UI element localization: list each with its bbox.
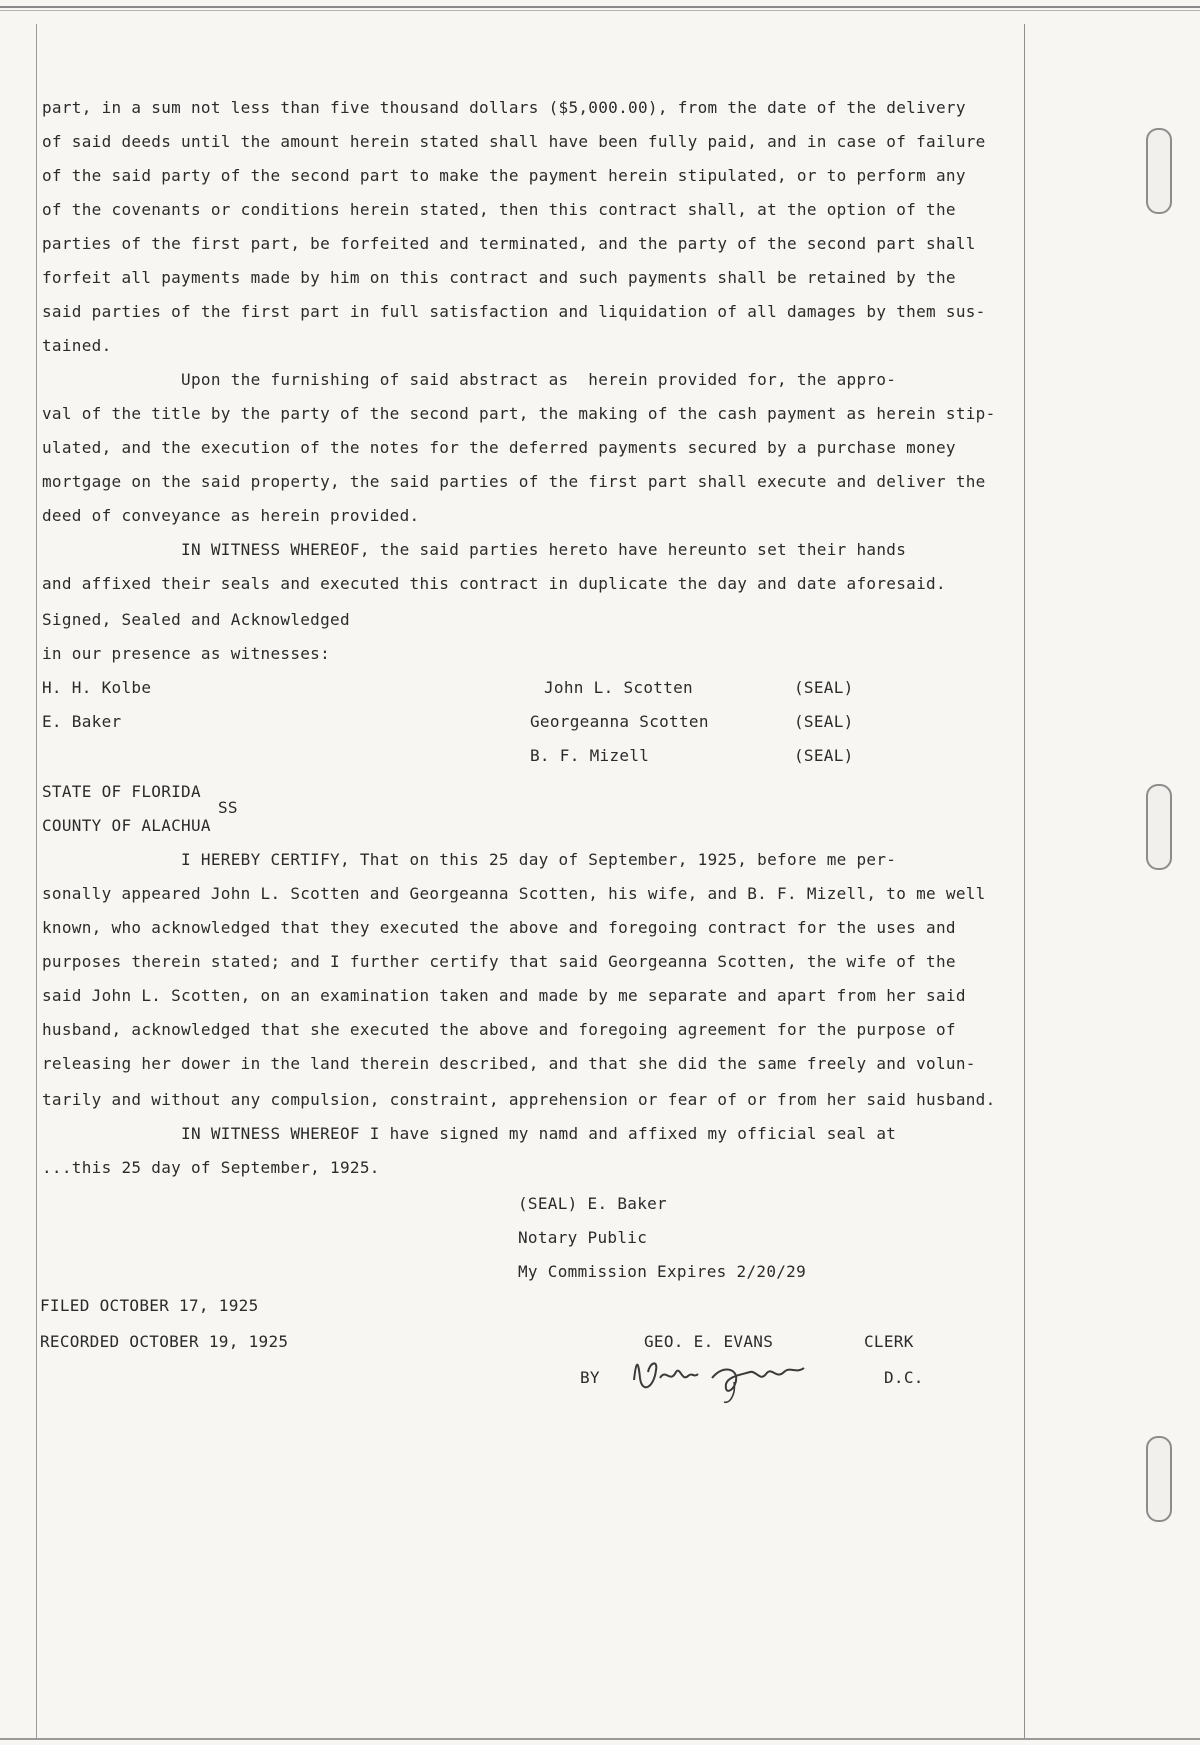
top-border [0,6,1200,8]
body-line: part, in a sum not less than five thousand dollars ($5,000.00), from the date of the delivery [42,98,966,117]
body-line: and affixed their seals and executed this contract in duplicate the day and date aforesaid. [42,574,946,593]
signatory-name: Georgeanna Scotten [530,712,709,731]
body-line: IN WITNESS WHEREOF, the said parties hereto have hereunto set their hands [42,540,907,559]
venue-ss: SS [218,798,238,817]
body-line: forfeit all payments made by him on this contract and such payments shall be retained by the [42,268,956,287]
certificate-line: sonally appeared John L. Scotten and Georgeanna Scotten, his wife, and B. F. Mizell, to me well [42,884,986,903]
body-line: Upon the furnishing of said abstract as herein provided for, the appro- [42,370,897,389]
right-margin-rule [1024,24,1025,1739]
certificate-line: said John L. Scotten, on an examination taken and made by me separate and apart from her said [42,986,966,1005]
body-line: said parties of the first part in full satisfaction and liquidation of all damages by them sus- [42,302,986,321]
body-line: Signed, Sealed and Acknowledged [42,610,350,629]
body-line: val of the title by the party of the second part, the making of the cash payment as herein stip- [42,404,996,423]
notary-title: Notary Public [518,1228,648,1247]
witness-name: H. H. Kolbe [42,678,152,697]
witness-name: E. Baker [42,712,122,731]
signatory-name: B. F. Mizell [530,746,650,765]
certificate-line: husband, acknowledged that she executed the above and foregoing agreement for the purpose of [42,1020,956,1039]
notary-seal-line: (SEAL) E. Baker [518,1194,667,1213]
body-line: mortgage on the said property, the said parties of the first part shall execute and deliver the [42,472,986,491]
top-border-secondary [0,10,1200,11]
certificate-line: IN WITNESS WHEREOF I have signed my namd and affixed my official seal at [42,1124,897,1143]
signatory-seal: (SEAL) [794,712,854,731]
venue-state: STATE OF FLORIDA [42,782,201,801]
body-line: of the said party of the second part to make the payment herein stipulated, or to perform any [42,166,966,185]
recorded-date: RECORDED OCTOBER 19, 1925 [40,1332,289,1351]
binder-hole-top [1146,128,1172,214]
body-line: ulated, and the execution of the notes for the deferred payments secured by a purchase money [42,438,956,457]
binder-hole-middle [1146,784,1172,870]
body-line: parties of the first part, be forfeited and terminated, and the party of the second part shall [42,234,976,253]
certificate-line: known, who acknowledged that they executed the above and foregoing contract for the uses and [42,918,956,937]
deputy-clerk-label: D.C. [884,1368,924,1387]
filed-date: FILED OCTOBER 17, 1925 [40,1296,259,1315]
certificate-line: I HEREBY CERTIFY, That on this 25 day of September, 1925, before me per- [42,850,897,869]
left-margin-rule [36,24,37,1739]
body-line: in our presence as witnesses: [42,644,331,663]
body-line: of the covenants or conditions herein stated, then this contract shall, at the option of the [42,200,956,219]
signatory-seal: (SEAL) [794,678,854,697]
body-line: deed of conveyance as herein provided. [42,506,420,525]
clerk-title: CLERK [864,1332,914,1351]
certificate-line: ...this 25 day of September, 1925. [42,1158,380,1177]
signatory-seal: (SEAL) [794,746,854,765]
signatory-name: John L. Scotten [544,678,693,697]
certificate-line: releasing her dower in the land therein described, and that she did the same freely and volun- [42,1054,976,1073]
binder-hole-bottom [1146,1436,1172,1522]
certificate-line: purposes therein stated; and I further certify that said Georgeanna Scotten, the wife of the [42,952,956,971]
deputy-clerk-signature [626,1348,856,1408]
body-line: tained. [42,336,112,355]
bottom-border [0,1738,1200,1740]
clerk-name: GEO. E. EVANS [644,1332,774,1351]
certificate-line: tarily and without any compulsion, constraint, apprehension or fear of or from her said husband. [42,1090,996,1109]
by-label: BY [580,1368,600,1387]
body-line: of said deeds until the amount herein stated shall have been fully paid, and in case of failure [42,132,986,151]
venue-county: COUNTY OF ALACHUA [42,816,211,835]
notary-commission: My Commission Expires 2/20/29 [518,1262,807,1281]
